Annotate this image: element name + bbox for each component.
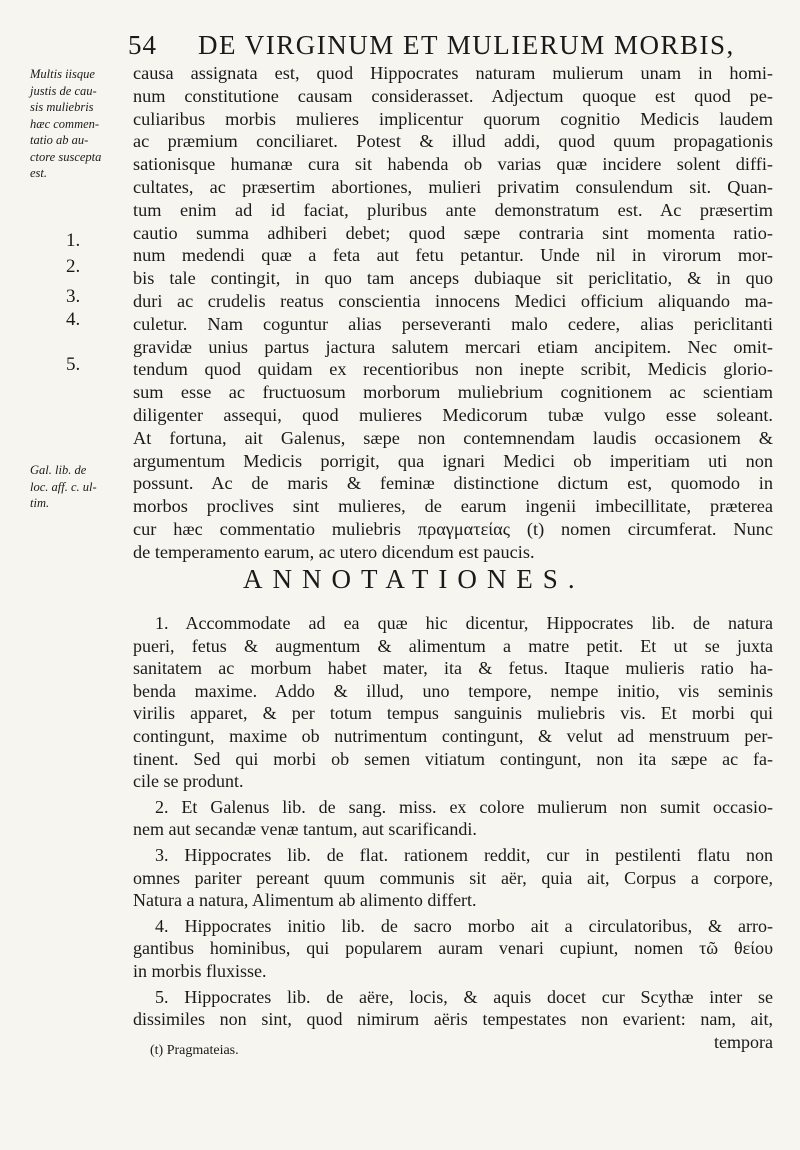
body-line: culetur. Nam coguntur alias perseveranti malo cedere, alias periclitanti bbox=[133, 313, 773, 334]
body-line: cultates, ac præsertim abortiones, mulieri privatim consulendum sit. Quan- bbox=[133, 176, 773, 197]
margin-note-top bbox=[30, 66, 122, 182]
body-line: bis tale contingit, in quo tam anceps dubiaque sit periclitatio, & in quo bbox=[133, 268, 773, 289]
annotation-line: 4. Hippocrates initio lib. de sacro morbo ait a circulatoribus, & arro- bbox=[155, 915, 773, 936]
annotation-line: 5. Hippocrates lib. de aëre, locis, & aquis docet cur Scythæ inter se bbox=[155, 986, 773, 1007]
section-title: ANNOTATIONES. bbox=[243, 564, 585, 594]
body-line: gravidæ unius partus jactura salutem mercari etiam ancipitem. Nec omit- bbox=[133, 336, 773, 357]
body-line: num constitutione causam considerasset. Adjectum quoque est quod pe- bbox=[133, 85, 773, 106]
annotation-line: Natura a natura, Alimentum ab alimento differt. bbox=[133, 890, 477, 911]
body-line: tum enim ad id faciat, pluribus ante demonstratum est. Ac præsertim bbox=[133, 199, 773, 220]
margin-note-line: tatio ab au- bbox=[30, 133, 89, 147]
margin-number: 5. bbox=[66, 354, 81, 375]
body-text bbox=[133, 62, 773, 564]
annotations bbox=[133, 612, 773, 1056]
annotation-line: gantibus hominibus, qui popularem auram venari cupiunt, nomen τῶ θείου bbox=[133, 938, 773, 959]
margin-note-line: Gal. lib. de bbox=[30, 463, 87, 477]
annotation-line: dissimiles non sint, quod nimirum aëris tempestates non evarient: nam, ait, bbox=[133, 1009, 773, 1030]
body-line: sationisque humanæ cura sit habenda ob varias quæ incidere solent diffi- bbox=[133, 154, 773, 175]
body-line: ac præmium conciliaret. Potest & illud addi, quod quum propagationis bbox=[133, 131, 773, 152]
annotation-line: 2. Et Galenus lib. de sang. miss. ex colore mulierum non sumit occasio- bbox=[155, 796, 773, 817]
annotation-line: cile se produnt. bbox=[133, 771, 244, 792]
page-number: 54 bbox=[128, 30, 157, 60]
annotation-line: omnes pariter pereant quum communis sit aër, quia ait, Corpus a corpore, bbox=[133, 867, 773, 888]
annotation-line: tinent. Sed qui morbi ob semen vitiatum contingunt, non ita sæpe ac fa- bbox=[133, 748, 773, 769]
annotation-line: sanitatem ac morbum habet mater, ita & fetus. Itaque mulieris ratio ha- bbox=[133, 658, 773, 679]
annotation-line: contingunt, maxime ob nutrimentum contingunt, & velut ad menstruum per- bbox=[133, 725, 773, 746]
body-line: sum esse ac fructuosum morborum muliebrium cognitionem ac scientiam bbox=[133, 382, 773, 403]
margin-note-line: justis de cau- bbox=[30, 83, 97, 98]
annotation-item bbox=[133, 915, 773, 983]
margin-number: 1. bbox=[66, 230, 81, 251]
margin-note-line: tim. bbox=[30, 496, 50, 510]
annotation-item bbox=[133, 612, 773, 793]
body-line: argumentum Medicis porrigit, qua ignari Medici ob imperitiam uti non bbox=[133, 450, 773, 471]
annotation-line: benda maxime. Addo & illud, uno tempore, nempe initio, vis seminis bbox=[133, 680, 773, 701]
margin-number: 4. bbox=[66, 309, 81, 330]
annotation-item bbox=[133, 844, 773, 912]
page-header bbox=[128, 22, 768, 62]
annotation-line: virilis apparet, & per totum tempus sanguinis muliebris vis. Et morbi qui bbox=[133, 703, 773, 724]
annotation-line: 1. Accommodate ad ea quæ hic dicentur, Hippocrates lib. de natura bbox=[155, 613, 773, 633]
margin-note-line: est. bbox=[30, 166, 48, 180]
body-line: culiaribus morbis mulieres implicentur quorum cognitio Medicis laudem bbox=[133, 108, 773, 129]
body-line: duri ac crudelis reatus conscientia innocens Medici officium aliquando ma- bbox=[133, 290, 773, 311]
body-line: At fortuna, ait Galenus, sæpe non contemnendam laudis occasionem & bbox=[133, 427, 773, 448]
margin-note-line: Multis iisque bbox=[30, 67, 95, 81]
running-head: DE VIRGINUM ET MULIERUM MORBIS, bbox=[198, 30, 735, 60]
body-line: causa assignata est, quod Hippocrates naturam mulierum unam in homi- bbox=[133, 63, 773, 83]
body-line: num medendi quæ a feta aut fetu petantur. Unde nil in virorum mor- bbox=[133, 245, 773, 266]
margin-note-line: loc. aff. c. ul- bbox=[30, 479, 97, 494]
annotation-catchword: tempora bbox=[714, 1031, 773, 1052]
annotation-line: nem aut secandæ venæ tantum, aut scarificandi. bbox=[133, 819, 477, 840]
annotation-line: 3. Hippocrates lib. de flat. rationem reddit, cur in pestilenti flatu non bbox=[155, 844, 773, 865]
annotation-line: in morbis fluxisse. bbox=[133, 960, 267, 981]
margin-number: 3. bbox=[66, 286, 81, 307]
body-line: de temperamento earum, ac utero dicendum est paucis. bbox=[133, 541, 535, 562]
margin-note-line: ctore suscepta bbox=[30, 149, 102, 164]
body-line: cur hæc commentatio muliebris πραγματείας (t) nomen circumferat. Nunc bbox=[133, 518, 773, 539]
annotation-item bbox=[133, 796, 773, 841]
annotation-line: pueri, fetus & augmentum & alimentum a matre petit. Et ut se juxta bbox=[133, 635, 773, 656]
margin-note-line: hæc commen- bbox=[30, 116, 100, 131]
body-line: possunt. Ac de maris & feminæ distinctione dictum est, quomodo in bbox=[133, 473, 773, 494]
body-line: diligenter assequi, quod mulieres Medicorum tubæ vulgo esse soleant. bbox=[133, 404, 773, 425]
body-line: morbos proclives sint mulieres, de earum ingenii imbecillitate, præterea bbox=[133, 496, 773, 517]
footnote: (t) Pragmateias. bbox=[150, 1043, 239, 1058]
margin-note-bottom bbox=[30, 462, 122, 512]
body-line: cautio summa adhiberi debet; quod sæpe contraria sint momenta ratio- bbox=[133, 222, 773, 243]
margin-note-line: sis muliebris bbox=[30, 100, 94, 114]
body-line: tendum quod quidam ex recentioribus non inepte scribit, Medicis glorio- bbox=[133, 359, 773, 380]
margin-number: 2. bbox=[66, 256, 81, 277]
